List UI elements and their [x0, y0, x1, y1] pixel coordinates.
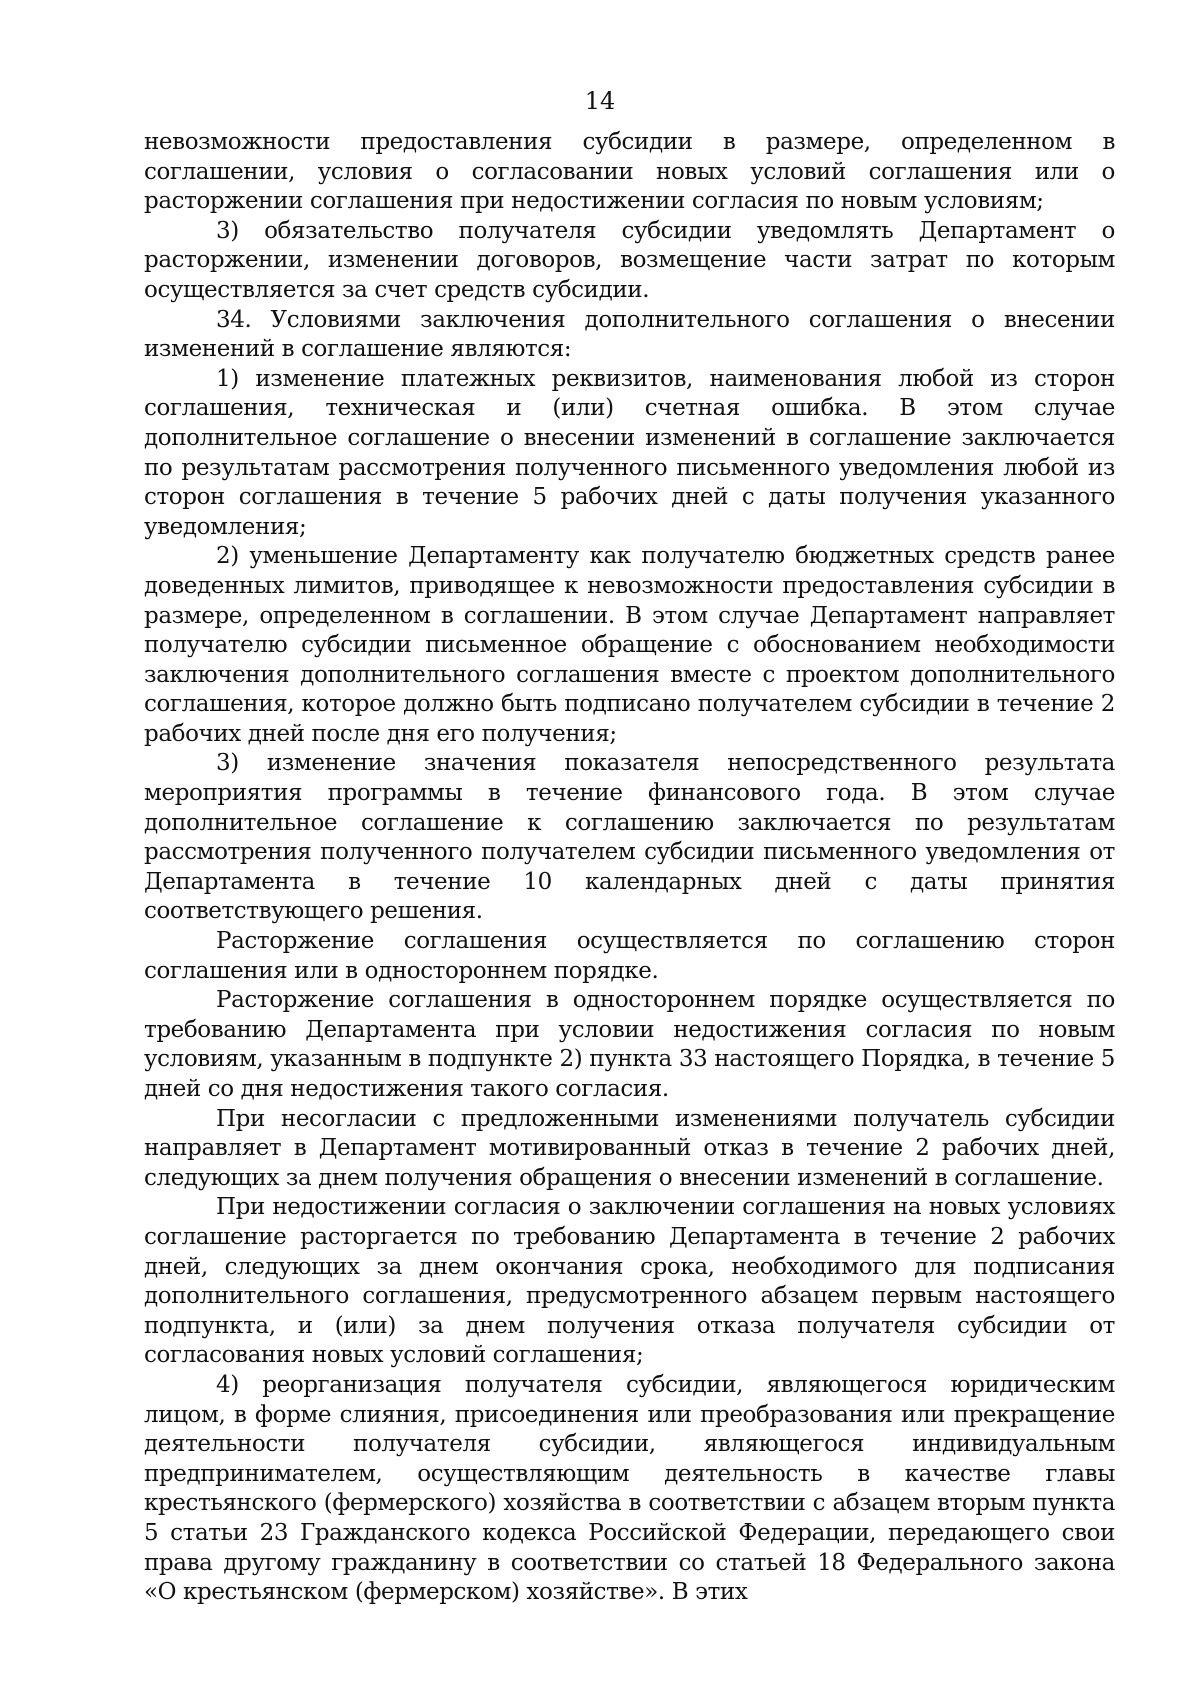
- paragraph-subitem-2: 2) уменьшение Департаменту как получателю бюджетных средств ранее доведенных лимитов, приводящее к невозможности предоставления субсидии в размере, определенном в соглашении. В этом случае Департамент направляет получателю субсидии письменное обращение с обоснованием необходимости заключения дополнительного соглашения вместе с проектом дополнительного соглашения, которое должно быть подписано получателем субсидии в течение 2 рабочих дней после дня его получения;: [144, 543, 1115, 747]
- paragraph-unilateral-termination: Расторжение соглашения в одностороннем порядке осуществляется по требованию Департамента при условии недостижения согласия по новым условиям, указанным в подпункте 2) пункта 33 настоящего Порядка, в течение 5 дней со дня недостижения такого согласия.: [144, 987, 1115, 1102]
- paragraph-termination: Расторжение соглашения осуществляется по соглашению сторон соглашения или в одностороннем порядке.: [144, 928, 1115, 984]
- paragraph-continuation: невозможности предоставления субсидии в размере, определенном в соглашении, условия о согласовании новых условий соглашения или о расторжении соглашения при недостижении согласия по новым условиям;: [144, 129, 1115, 215]
- paragraph-non-agreement: При недостижении согласия о заключении соглашения на новых условиях соглашение расторгается по требованию Департамента в течение 2 рабочих дней, следующих за днем окончания срока, необходимого для подписания дополнительного соглашения, предусмотренного абзацем первым настоящего подпункта, и (или) за днем получения отказа получателя субсидии от согласования новых условий соглашения;: [144, 1194, 1115, 1369]
- paragraph-subitem-3: 3) изменение значения показателя непосредственного результата мероприятия программы в течение финансового года. В этом случае дополнительное соглашение к соглашению заключается по результатам рассмотрения полученного получателем субсидии письменного уведомления от Департамента в течение 10 календарных дней с даты принятия соответствующего решения.: [144, 750, 1115, 925]
- paragraph-subitem-4: 4) реорганизация получателя субсидии, являющегося юридическим лицом, в форме слияния, присоединения или преобразования или прекращение деятельности получателя субсидии, являющегося индивидуальным предпринимателем, осуществляющим деятельность в качестве главы крестьянского (фермерского) хозяйства в соответствии с абзацем вторым пункта 5 статьи 23 Гражданского кодекса Российской Федерации, передающего свои права другому гражданину в соответствии со статьей 18 Федерального закона «О крестьянском (фермерском) хозяйстве». В этих: [144, 1371, 1115, 1606]
- paragraph-disagreement: При несогласии с предложенными изменениями получатель субсидии направляет в Департамент мотивированный отказ в течение 2 рабочих дней, следующих за днем получения обращения о внесении изменений в соглашение.: [144, 1105, 1115, 1191]
- paragraph-subitem-1: 1) изменение платежных реквизитов, наименования любой из сторон соглашения, техническая и (или) счетная ошибка. В этом случае дополнительное соглашение о внесении изменений в соглашение заключается по результатам рассмотрения полученного письменного уведомления любой из сторон соглашения в течение 5 рабочих дней с даты получения указанного уведомления;: [144, 365, 1115, 540]
- page-number: 14: [584, 87, 616, 115]
- paragraph-clause-34: 34. Условиями заключения дополнительного соглашения о внесении изменений в соглашение являются:: [144, 306, 1115, 363]
- document-body: [144, 128, 1115, 1608]
- paragraph-subitem-3-obligation: 3) обязательство получателя субсидии уведомлять Департамент о расторжении, изменении договоров, возмещение части затрат по которым осуществляется за счет средств субсидии.: [144, 217, 1115, 303]
